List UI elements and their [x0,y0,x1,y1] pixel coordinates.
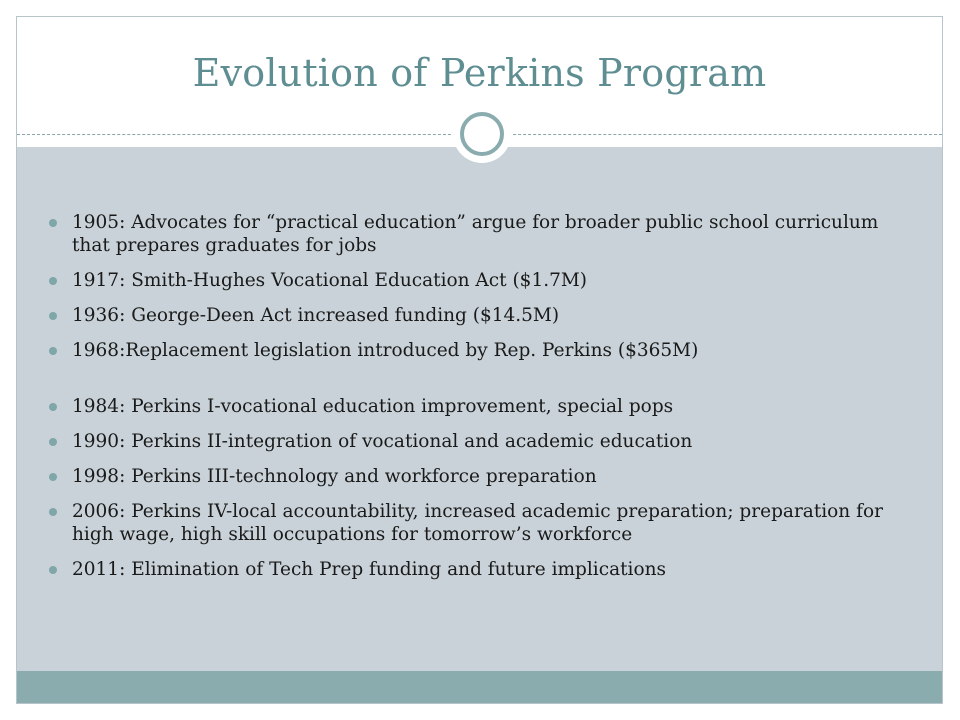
bullet-icon [49,473,57,481]
bullet-text: 1984: Perkins I-vocational education improvement, special pops [72,396,674,417]
bullet-icon [49,438,57,446]
slide [16,16,943,704]
list-item [47,558,907,581]
footer-band [17,671,942,704]
bullet-text: 2011: Elimination of Tech Prep funding and future implications [72,559,667,580]
bullet-icon [49,277,57,285]
bullet-text: 1917: Smith-Hughes Vocational Education Act ($1.7M) [72,270,588,291]
bullet-icon [49,403,57,411]
bullet-text: 2006: Perkins IV-local accountability, increased academic preparation; preparation for high wage, high skill occupations for tomorrow’s workforce [72,501,883,545]
list-item [47,430,907,453]
list-item [47,465,907,488]
list-item [47,395,907,418]
bullet-icon [49,508,57,516]
list-item [47,500,907,546]
slide-title: Evolution of Perkins Program [192,51,767,95]
bullet-icon [49,566,57,574]
list-item [47,269,907,292]
circle-ornament-icon [453,105,511,163]
bullet-text: 1936: George-Deen Act increased funding ($14.5M) [72,305,560,326]
bullet-icon [49,312,57,320]
list-item [47,304,907,327]
list-item [47,211,907,257]
bullet-text: 1968:Replacement legislation introduced by Rep. Perkins ($365M) [72,340,699,361]
bullet-text: 1998: Perkins III-technology and workforce preparation [72,466,597,487]
list-item [47,339,907,362]
bullet-list [47,211,907,593]
bullet-icon [49,347,57,355]
bullet-text: 1990: Perkins II-integration of vocational and academic education [72,431,693,452]
bullet-text: 1905: Advocates for “practical education” argue for broader public school curriculum that prepares graduates for jobs [72,212,879,256]
bullet-icon [49,219,57,227]
